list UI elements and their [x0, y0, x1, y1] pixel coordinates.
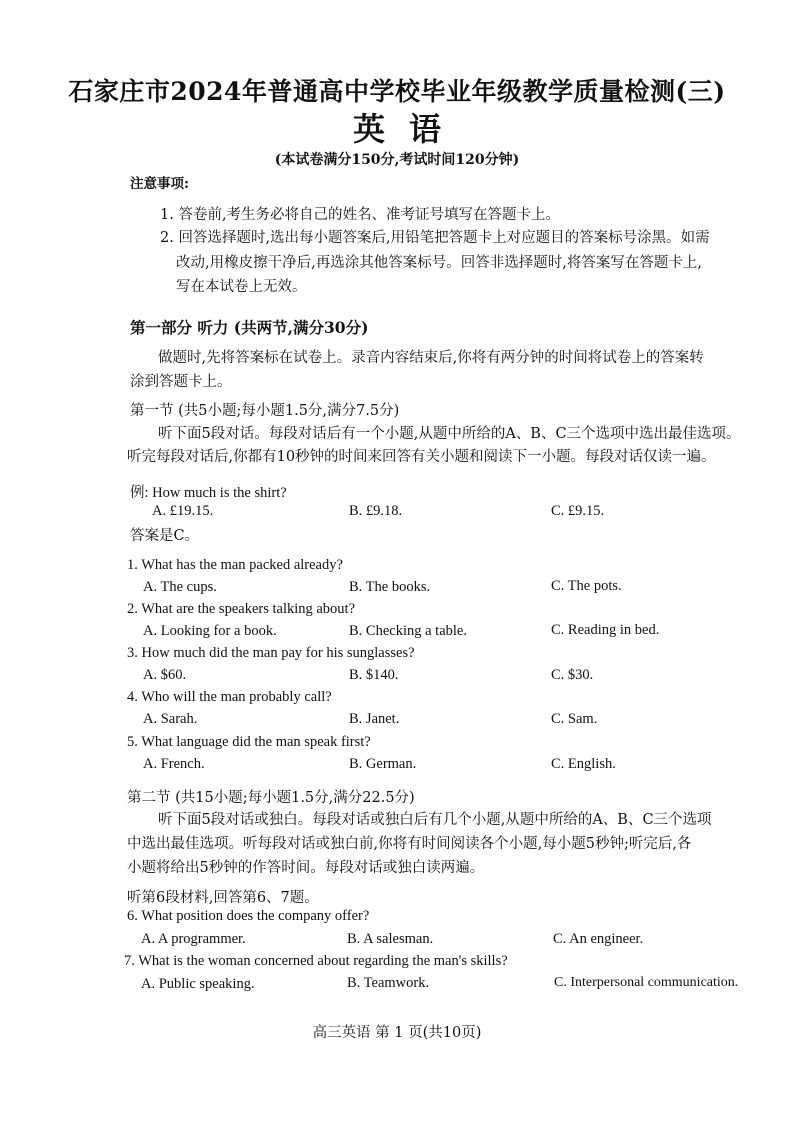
example-option-a: A. £19.15.: [152, 503, 214, 519]
question-5-option-c: C. English.: [551, 756, 616, 772]
question-2-option-b: B. Checking a table.: [349, 623, 467, 639]
exam-subtitle: (本试卷满分150分,考试时间120分钟): [274, 152, 520, 168]
notice-item-2-line-1: 2. 回答选择题时,选出每小题答案后,用铅笔把答题卡上对应题目的答案标号涂黑。如需: [160, 230, 710, 246]
example-answer: 答案是C。: [130, 528, 200, 544]
section2-intro-line-3: 小题将给出5秒钟的作答时间。每段对话或独白读两遍。: [127, 860, 485, 876]
question-1-option-b: B. The books.: [349, 579, 431, 595]
example-question: 例: How much is the shirt?: [130, 485, 287, 501]
notice-item-2-line-2: 改动,用橡皮擦干净后,再选涂其他答案标号。回答非选择题时,将答案写在答题卡上,: [176, 255, 702, 271]
section2-heading: 第二节 (共15小题;每小题1.5分,满分22.5分): [127, 790, 415, 806]
question-5-option-b: B. German.: [349, 756, 417, 772]
part1-intro-line-1: 做题时,先将答案标在试卷上。录音内容结束后,你将有两分钟的时间将试卷上的答案转: [158, 350, 704, 366]
section2-intro-line-2: 中选出最佳选项。听每段对话或独白前,你将有时间阅读各个小题,每小题5秒钟;听完后,各: [127, 836, 692, 852]
question-3-option-b: B. $140.: [349, 667, 399, 683]
part1-heading: 第一部分 听力 (共两节,满分30分): [130, 318, 369, 337]
section1-intro-line-2: 听完每段对话后,你都有10秒钟的时间来回答有关小题和阅读下一小题。每段对话仅读一遍。: [127, 449, 716, 465]
question-7-option-b: B. Teamwork.: [347, 975, 430, 991]
question-7-option-c: C. Interpersonal communication.: [554, 975, 739, 990]
section1-intro-line-1: 听下面5段对话。每段对话后有一个小题,从题中所给的A、B、C三个选项中选出最佳选项。: [158, 426, 741, 442]
question-4-option-a: A. Sarah.: [143, 711, 198, 727]
question-6: 6. What position does the company offer?: [127, 908, 370, 924]
question-3-option-a: A. $60.: [143, 667, 187, 683]
question-5: 5. What language did the man speak first?: [127, 734, 371, 750]
question-4-option-c: C. Sam.: [551, 711, 598, 727]
section2-intro-line-1: 听下面5段对话或独白。每段对话或独白后有几个小题,从题中所给的A、B、C三个选项: [158, 812, 712, 828]
example-option-c: C. £9.15.: [551, 503, 605, 519]
exam-title: 石家庄市2024年普通高中学校毕业年级教学质量检测(三): [68, 77, 726, 106]
notice-item-2-line-3: 写在本试卷上无效。: [176, 279, 307, 295]
question-7-option-a: A. Public speaking.: [141, 976, 255, 992]
example-option-b: B. £9.18.: [349, 503, 403, 519]
question-6-option-a: A. A programmer.: [141, 931, 246, 947]
question-6-option-c: C. An engineer.: [553, 931, 644, 947]
section2-material: 听第6段材料,回答第6、7题。: [127, 890, 319, 906]
question-1-option-c: C. The pots.: [551, 578, 622, 594]
question-2-option-a: A. Looking for a book.: [143, 623, 277, 639]
section1-heading: 第一节 (共5小题;每小题1.5分,满分7.5分): [130, 403, 400, 419]
exam-subject: 英语: [352, 110, 465, 148]
question-3: 3. How much did the man pay for his sunglasses?: [127, 645, 415, 661]
question-4: 4. Who will the man probably call?: [127, 689, 332, 705]
notice-heading: 注意事项:: [130, 176, 189, 192]
question-4-option-b: B. Janet.: [349, 711, 400, 727]
part1-intro-line-2: 涂到答题卡上。: [130, 374, 232, 390]
question-6-option-b: B. A salesman.: [347, 931, 434, 947]
question-3-option-c: C. $30.: [551, 667, 594, 683]
question-1: 1. What has the man packed already?: [127, 557, 343, 573]
question-1-option-a: A. The cups.: [143, 579, 217, 595]
notice-item-1: 1. 答卷前,考生务必将自己的姓名、准考证号填写在答题卡上。: [160, 207, 561, 223]
question-5-option-a: A. French.: [143, 756, 205, 772]
question-7: 7. What is the woman concerned about regarding the man's skills?: [124, 953, 508, 969]
page-footer: 高三英语 第 1 页(共10页): [312, 1025, 482, 1041]
question-2: 2. What are the speakers talking about?: [127, 601, 356, 617]
question-2-option-c: C. Reading in bed.: [551, 622, 660, 638]
